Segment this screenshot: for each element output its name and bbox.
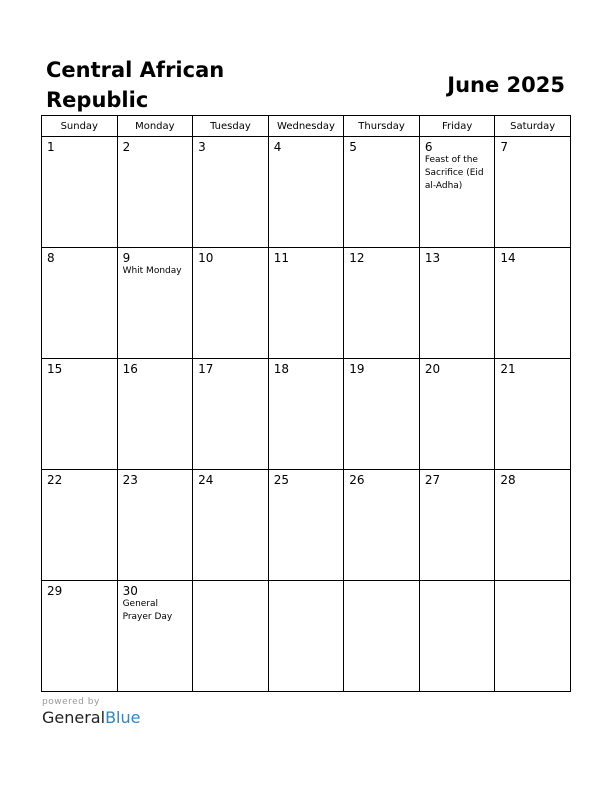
day-cell [344,137,420,248]
weekday-header: Thursday [344,116,420,137]
day-cell [42,359,118,470]
day-cell [419,137,495,248]
day-number: 13 [424,251,441,265]
holiday-label: General Prayer Day [122,599,173,622]
day-cell [268,359,344,470]
week-row [42,470,571,581]
day-cell [193,359,269,470]
generalblue-logo[interactable] [42,708,140,728]
day-cell [344,581,420,692]
day-cell [268,137,344,248]
day-cell [419,359,495,470]
day-number: 20 [424,362,441,376]
day-cell [495,359,571,470]
day-cell [193,248,269,359]
country-title: Central African Republic [46,58,225,112]
day-cell [344,248,420,359]
day-number: 6 [424,140,433,154]
day-cell [495,470,571,581]
day-cell [42,137,118,248]
day-number: 22 [47,473,63,487]
day-number: 15 [47,362,63,376]
day-number: 4 [273,140,282,154]
day-cell [117,137,193,248]
day-cell [193,470,269,581]
day-number [193,581,268,584]
day-cell [268,581,344,692]
week-row [42,248,571,359]
day-number: 17 [198,362,214,376]
day-number [495,581,570,584]
weekday-header-row [42,116,571,137]
day-cell [495,137,571,248]
day-number: 16 [122,362,138,376]
day-cell [344,470,420,581]
weekday-header: Friday [419,116,495,137]
day-cell [117,581,193,692]
day-cell [268,470,344,581]
day-number: 19 [349,362,365,376]
day-number: 25 [273,473,289,487]
day-number: 1 [47,140,55,154]
day-cell [419,470,495,581]
day-cell [268,248,344,359]
day-number: 18 [273,362,289,376]
day-number [344,581,419,584]
holiday-label: Feast of the Sacrifice (Eid al-Adha) [424,155,484,191]
day-cell [117,359,193,470]
week-row [42,359,571,470]
day-cell [193,581,269,692]
day-number: 26 [349,473,365,487]
powered-by-text: powered by [42,697,100,707]
day-number: 7 [500,140,509,154]
day-number: 23 [122,473,138,487]
holiday-label: Whit Monday [122,266,182,276]
day-number: 14 [500,251,516,265]
day-number: 9 [122,251,131,265]
day-cell [344,359,420,470]
day-number: 29 [47,584,63,598]
day-number: 11 [273,251,289,265]
day-cell [42,470,118,581]
weekday-header: Wednesday [268,116,344,137]
week-row [42,137,571,248]
day-number: 2 [122,140,131,154]
calendar-grid [41,115,571,692]
day-cell [495,581,571,692]
month-title: June 2025 [447,73,565,97]
day-number: 3 [198,140,206,154]
day-cell [117,470,193,581]
day-cell [42,248,118,359]
day-cell [117,248,193,359]
weekday-header: Saturday [495,116,571,137]
day-cell [42,581,118,692]
day-cell [495,248,571,359]
week-row [42,581,571,692]
day-number: 12 [349,251,365,265]
day-number [269,581,344,584]
day-number: 27 [424,473,441,487]
day-number: 10 [198,251,214,265]
day-number: 5 [349,140,357,154]
day-number: 8 [47,251,55,265]
day-number [420,581,495,584]
logo-blue-text: Blue [105,708,141,727]
weekday-header: Monday [117,116,193,137]
day-number: 21 [500,362,516,376]
day-number: 30 [122,584,138,598]
day-cell [419,248,495,359]
weekday-header: Sunday [42,116,118,137]
day-cell [419,581,495,692]
day-number: 28 [500,473,516,487]
day-number: 24 [198,473,214,487]
weekday-header: Tuesday [193,116,269,137]
logo-general-text: General [42,708,106,727]
footer [42,696,140,728]
day-cell [193,137,269,248]
